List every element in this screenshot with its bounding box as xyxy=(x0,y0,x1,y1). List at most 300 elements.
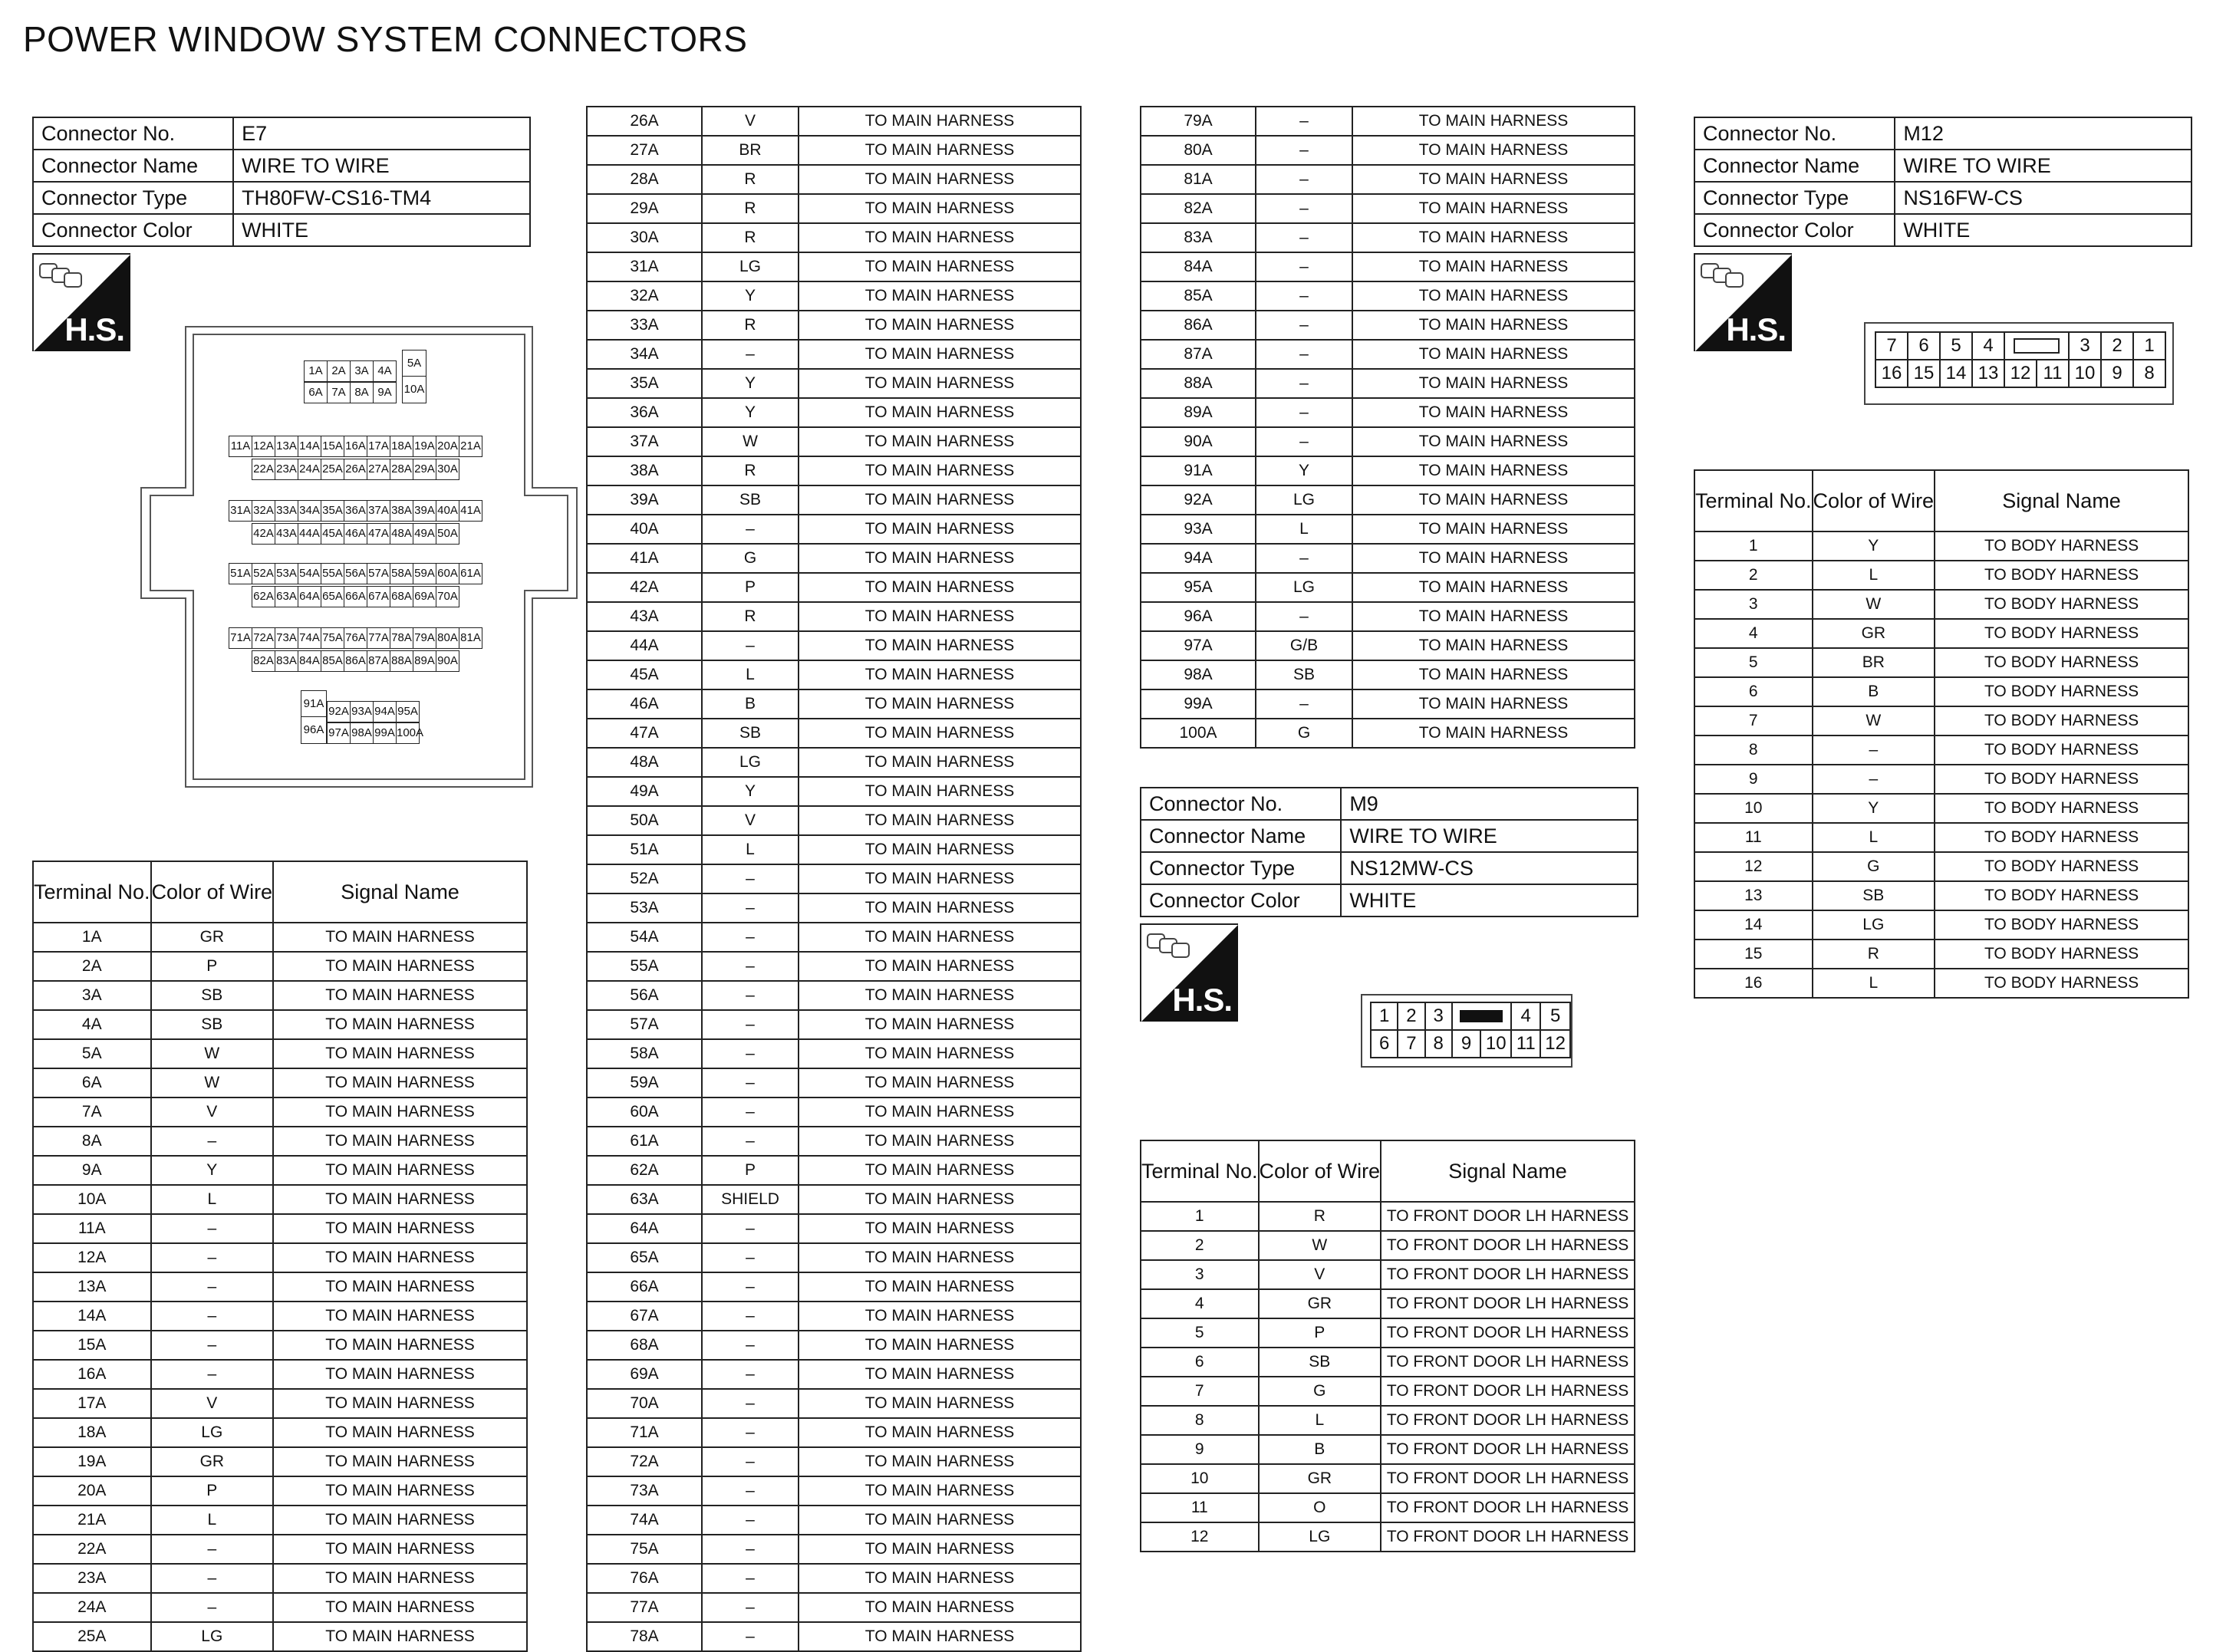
wire-color-cell: SB xyxy=(1256,660,1352,689)
terminal-no-cell: 45A xyxy=(587,660,702,689)
terminal-no-cell: 78A xyxy=(587,1622,702,1651)
wire-color-cell: – xyxy=(702,631,799,660)
wire-color-cell: – xyxy=(151,1593,274,1622)
wire-color-cell: G xyxy=(1256,719,1352,748)
signal-name-cell: TO MAIN HARNESS xyxy=(273,1535,527,1564)
e7-terminal-table-cont-2 xyxy=(1140,106,1635,749)
terminal-no-cell: 57A xyxy=(587,1010,702,1039)
wire-color-cell: Y xyxy=(151,1156,274,1185)
wire-color-cell: – xyxy=(702,1302,799,1331)
terminal-no-cell: 36A xyxy=(587,398,702,427)
signal-name-cell: TO MAIN HARNESS xyxy=(1352,223,1635,252)
wire-color-cell: R xyxy=(1813,940,1935,969)
m9-name: WIRE TO WIRE xyxy=(1341,820,1638,852)
signal-name-cell: TO BODY HARNESS xyxy=(1935,823,2188,852)
terminal-cell: 3A xyxy=(350,360,374,382)
signal-name-cell: TO MAIN HARNESS xyxy=(1352,456,1635,485)
pin-cell: 8 xyxy=(2133,360,2165,387)
terminal-no-cell: 71A xyxy=(587,1418,702,1447)
wire-color-cell: Y xyxy=(1256,456,1352,485)
signal-name-cell: TO MAIN HARNESS xyxy=(799,1535,1081,1564)
terminal-cell: 69A xyxy=(413,586,436,607)
signal-name-cell: TO MAIN HARNESS xyxy=(1352,631,1635,660)
signal-name-cell: TO MAIN HARNESS xyxy=(273,1185,527,1214)
terminal-cell: 95A xyxy=(396,701,420,722)
wire-color-cell: – xyxy=(702,1447,799,1476)
terminal-no-cell: 10 xyxy=(1141,1464,1259,1493)
table-row xyxy=(1141,1289,1635,1318)
signal-name-cell: TO MAIN HARNESS xyxy=(799,719,1081,748)
table-row xyxy=(587,398,1081,427)
label-connector-no: Connector No. xyxy=(1141,788,1341,820)
table-row xyxy=(587,485,1081,515)
terminal-no-cell: 61A xyxy=(587,1127,702,1156)
wire-color-cell: Y xyxy=(702,398,799,427)
table-row xyxy=(587,107,1081,136)
signal-name-cell: TO FRONT DOOR LH HARNESS xyxy=(1381,1289,1635,1318)
terminal-cell: 96A xyxy=(301,716,327,744)
terminal-cell: 74A xyxy=(298,627,321,649)
wire-color-cell: Y xyxy=(1813,794,1935,823)
terminal-no-cell: 12 xyxy=(1694,852,1813,881)
signal-name-cell: TO MAIN HARNESS xyxy=(799,1476,1081,1506)
signal-name-cell: TO MAIN HARNESS xyxy=(799,515,1081,544)
terminal-no-cell: 80A xyxy=(1141,136,1256,165)
signal-name-cell: TO MAIN HARNESS xyxy=(799,1593,1081,1622)
terminal-no-cell: 82A xyxy=(1141,194,1256,223)
table-row xyxy=(1694,765,2188,794)
wire-color-cell: G xyxy=(1813,852,1935,881)
terminal-no-cell: 29A xyxy=(587,194,702,223)
wire-color-cell: GR xyxy=(151,1447,274,1476)
table-row xyxy=(587,1331,1081,1360)
table-row xyxy=(1694,823,2188,852)
wire-color-cell: P xyxy=(702,1156,799,1185)
terminal-cell: 19A xyxy=(413,436,436,457)
terminal-cell: 8A xyxy=(350,382,374,403)
table-row xyxy=(587,165,1081,194)
signal-name-cell: TO MAIN HARNESS xyxy=(799,398,1081,427)
terminal-no-cell: 4 xyxy=(1694,619,1813,648)
terminal-cell: 15A xyxy=(321,436,344,457)
terminal-no-cell: 54A xyxy=(587,923,702,952)
table-row xyxy=(587,1476,1081,1506)
terminal-no-cell: 23A xyxy=(33,1564,151,1593)
terminal-no-cell: 76A xyxy=(587,1564,702,1593)
pin-cell: 6 xyxy=(1908,332,1940,360)
wire-color-cell: L xyxy=(1259,1406,1381,1435)
e7-terminal-table xyxy=(32,861,528,1652)
wire-color-cell: – xyxy=(702,1389,799,1418)
terminal-cell: 49A xyxy=(413,523,436,545)
table-row xyxy=(33,1272,527,1302)
signal-name-cell: TO MAIN HARNESS xyxy=(799,427,1081,456)
terminal-no-cell: 25A xyxy=(33,1622,151,1651)
signal-name-cell: TO BODY HARNESS xyxy=(1935,677,2188,706)
table-row xyxy=(1141,223,1635,252)
signal-name-cell: TO MAIN HARNESS xyxy=(799,107,1081,136)
terminal-no-cell: 12 xyxy=(1141,1522,1259,1552)
e7-name: WIRE TO WIRE xyxy=(233,150,530,182)
signal-name-cell: TO MAIN HARNESS xyxy=(1352,719,1635,748)
header-terminal-no: Terminal No. xyxy=(1694,470,1813,531)
signal-name-cell: TO MAIN HARNESS xyxy=(273,1360,527,1389)
table-row xyxy=(1694,531,2188,561)
wire-color-cell: – xyxy=(1256,398,1352,427)
table-row xyxy=(33,1622,527,1651)
terminal-no-cell: 6A xyxy=(33,1068,151,1097)
signal-name-cell: TO MAIN HARNESS xyxy=(273,1593,527,1622)
terminal-no-cell: 63A xyxy=(587,1185,702,1214)
table-row xyxy=(587,1564,1081,1593)
table-row xyxy=(1141,252,1635,281)
label-connector-color: Connector Color xyxy=(33,214,233,246)
table-row xyxy=(33,1593,527,1622)
terminal-cell: 84A xyxy=(298,650,321,672)
table-row xyxy=(1141,1231,1635,1260)
table-row xyxy=(1141,602,1635,631)
signal-name-cell: TO MAIN HARNESS xyxy=(1352,660,1635,689)
terminal-no-cell: 34A xyxy=(587,340,702,369)
m9-type: NS12MW-CS xyxy=(1341,852,1638,884)
table-row xyxy=(1694,619,2188,648)
wire-color-cell: – xyxy=(151,1564,274,1593)
terminal-no-cell: 22A xyxy=(33,1535,151,1564)
signal-name-cell: TO MAIN HARNESS xyxy=(799,1302,1081,1331)
table-row xyxy=(1141,1435,1635,1464)
terminal-no-cell: 15 xyxy=(1694,940,1813,969)
terminal-no-cell: 21A xyxy=(33,1506,151,1535)
terminal-no-cell: 83A xyxy=(1141,223,1256,252)
terminal-cell: 51A xyxy=(229,563,252,584)
table-row xyxy=(1141,456,1635,485)
terminal-no-cell: 69A xyxy=(587,1360,702,1389)
wire-color-cell: – xyxy=(702,1243,799,1272)
terminal-cell: 32A xyxy=(252,500,275,522)
table-row xyxy=(587,1156,1081,1185)
table-row xyxy=(587,952,1081,981)
terminal-cell: 94A xyxy=(373,701,397,722)
wire-color-cell: – xyxy=(151,1302,274,1331)
signal-name-cell: TO MAIN HARNESS xyxy=(273,923,527,952)
terminal-no-cell: 1 xyxy=(1694,531,1813,561)
table-row xyxy=(587,1127,1081,1156)
pin-cell: 4 xyxy=(1972,332,2004,360)
terminal-cell: 86A xyxy=(344,650,367,672)
terminal-cell: 78A xyxy=(390,627,413,649)
label-connector-name: Connector Name xyxy=(1694,150,1895,182)
wire-color-cell: B xyxy=(1259,1435,1381,1464)
table-row xyxy=(33,1185,527,1214)
table-row xyxy=(587,719,1081,748)
pin-cell: 5 xyxy=(1540,1002,1570,1030)
terminal-cell: 1A xyxy=(304,360,328,382)
signal-name-cell: TO MAIN HARNESS xyxy=(273,1156,527,1185)
terminal-no-cell: 11 xyxy=(1141,1493,1259,1522)
wire-color-cell: W xyxy=(151,1068,274,1097)
table-row xyxy=(33,1389,527,1418)
hs-icon xyxy=(1694,253,1792,351)
table-row xyxy=(587,1360,1081,1389)
table-row xyxy=(33,1331,527,1360)
wire-color-cell: Y xyxy=(702,777,799,806)
terminal-cell: 34A xyxy=(298,500,321,522)
terminal-no-cell: 65A xyxy=(587,1243,702,1272)
terminal-cell: 58A xyxy=(390,563,413,584)
terminal-cell: 82A xyxy=(252,650,275,672)
terminal-no-cell: 79A xyxy=(1141,107,1256,136)
terminal-cell: 85A xyxy=(321,650,344,672)
wire-color-cell: L xyxy=(1256,515,1352,544)
wire-color-cell: – xyxy=(702,1506,799,1535)
terminal-cell: 50A xyxy=(436,523,459,545)
terminal-cell: 64A xyxy=(298,586,321,607)
terminal-no-cell: 8 xyxy=(1141,1406,1259,1435)
wire-color-cell: – xyxy=(1256,689,1352,719)
terminal-cell: 29A xyxy=(413,459,436,480)
wire-color-cell: L xyxy=(1813,969,1935,998)
header-color-of-wire: Color of Wire xyxy=(1259,1140,1381,1202)
terminal-cell: 81A xyxy=(459,627,482,649)
wire-color-cell: – xyxy=(1256,165,1352,194)
wire-color-cell: LG xyxy=(1813,910,1935,940)
pin-cell: 1 xyxy=(2133,332,2165,360)
terminal-cell: 52A xyxy=(252,563,275,584)
terminal-no-cell: 72A xyxy=(587,1447,702,1476)
table-row xyxy=(33,1010,527,1039)
table-row xyxy=(33,923,527,952)
terminal-no-cell: 89A xyxy=(1141,398,1256,427)
table-row xyxy=(1141,719,1635,748)
terminal-cell: 43A xyxy=(275,523,298,545)
header-signal-name: Signal Name xyxy=(273,861,527,923)
terminal-cell: 11A xyxy=(229,436,252,457)
table-row xyxy=(1694,881,2188,910)
signal-name-cell: TO MAIN HARNESS xyxy=(273,952,527,981)
terminal-cell: 100A xyxy=(396,722,420,744)
terminal-cell: 47A xyxy=(367,523,390,545)
wire-color-cell: – xyxy=(1256,427,1352,456)
terminal-cell: 20A xyxy=(436,436,459,457)
table-row xyxy=(587,427,1081,456)
table-row xyxy=(587,340,1081,369)
table-row xyxy=(1694,706,2188,736)
wire-color-cell: B xyxy=(702,689,799,719)
wire-color-cell: – xyxy=(1256,544,1352,573)
table-row xyxy=(587,223,1081,252)
table-row xyxy=(33,1418,527,1447)
terminal-no-cell: 48A xyxy=(587,748,702,777)
wire-color-cell: R xyxy=(702,223,799,252)
terminal-cell: 70A xyxy=(436,586,459,607)
table-row xyxy=(33,1506,527,1535)
terminal-cell: 65A xyxy=(321,586,344,607)
table-row xyxy=(587,689,1081,719)
wire-color-cell: – xyxy=(151,1272,274,1302)
wire-color-cell: L xyxy=(702,660,799,689)
terminal-no-cell: 5 xyxy=(1694,648,1813,677)
terminal-no-cell: 84A xyxy=(1141,252,1256,281)
pin-cell: 9 xyxy=(2101,360,2133,387)
table-row xyxy=(587,136,1081,165)
terminal-no-cell: 40A xyxy=(587,515,702,544)
signal-name-cell: TO MAIN HARNESS xyxy=(799,952,1081,981)
signal-name-cell: TO MAIN HARNESS xyxy=(799,923,1081,952)
signal-name-cell: TO MAIN HARNESS xyxy=(1352,107,1635,136)
terminal-cell: 13A xyxy=(275,436,298,457)
terminal-cell: 59A xyxy=(413,563,436,584)
table-row xyxy=(587,981,1081,1010)
m9-pin-grid xyxy=(1370,1002,1571,1058)
signal-name-cell: TO MAIN HARNESS xyxy=(799,136,1081,165)
wire-color-cell: – xyxy=(151,1243,274,1272)
wire-color-cell: – xyxy=(702,1097,799,1127)
signal-name-cell: TO MAIN HARNESS xyxy=(799,252,1081,281)
terminal-no-cell: 95A xyxy=(1141,573,1256,602)
terminal-no-cell: 92A xyxy=(1141,485,1256,515)
table-row xyxy=(1141,1493,1635,1522)
wire-color-cell: BR xyxy=(1813,648,1935,677)
signal-name-cell: TO MAIN HARNESS xyxy=(799,1506,1081,1535)
terminal-no-cell: 51A xyxy=(587,835,702,864)
terminal-cell: 46A xyxy=(344,523,367,545)
terminal-cell: 99A xyxy=(373,722,397,744)
wire-color-cell: W xyxy=(1259,1231,1381,1260)
terminal-no-cell: 14 xyxy=(1694,910,1813,940)
pin-cell: 12 xyxy=(2004,360,2037,387)
signal-name-cell: TO MAIN HARNESS xyxy=(799,893,1081,923)
table-row xyxy=(33,1447,527,1476)
wire-color-cell: – xyxy=(702,1272,799,1302)
table-row xyxy=(1694,590,2188,619)
m9-connector-face xyxy=(1361,994,1572,1068)
signal-name-cell: TO MAIN HARNESS xyxy=(273,981,527,1010)
signal-name-cell: TO MAIN HARNESS xyxy=(799,1243,1081,1272)
wire-color-cell: W xyxy=(151,1039,274,1068)
terminal-cell: 67A xyxy=(367,586,390,607)
terminal-no-cell: 47A xyxy=(587,719,702,748)
m9-info-table xyxy=(1140,787,1638,917)
table-row xyxy=(587,1185,1081,1214)
wire-color-cell: R xyxy=(702,194,799,223)
label-connector-type: Connector Type xyxy=(33,182,233,214)
signal-name-cell: TO MAIN HARNESS xyxy=(273,1097,527,1127)
wire-color-cell: – xyxy=(702,1476,799,1506)
table-row xyxy=(1141,281,1635,311)
signal-name-cell: TO MAIN HARNESS xyxy=(799,835,1081,864)
table-row xyxy=(1141,107,1635,136)
terminal-no-cell: 1A xyxy=(33,923,151,952)
terminal-cell: 62A xyxy=(252,586,275,607)
wire-color-cell: – xyxy=(702,1535,799,1564)
terminal-no-cell: 2A xyxy=(33,952,151,981)
wire-color-cell: W xyxy=(702,427,799,456)
wire-color-cell: R xyxy=(1259,1202,1381,1231)
signal-name-cell: TO MAIN HARNESS xyxy=(799,485,1081,515)
terminal-cell: 38A xyxy=(390,500,413,522)
terminal-no-cell: 31A xyxy=(587,252,702,281)
terminal-no-cell: 50A xyxy=(587,806,702,835)
terminal-no-cell: 3 xyxy=(1141,1260,1259,1289)
signal-name-cell: TO BODY HARNESS xyxy=(1935,940,2188,969)
wire-color-cell: – xyxy=(1256,369,1352,398)
signal-name-cell: TO MAIN HARNESS xyxy=(799,544,1081,573)
signal-name-cell: TO FRONT DOOR LH HARNESS xyxy=(1381,1231,1635,1260)
pin-cell: 2 xyxy=(2101,332,2133,360)
terminal-no-cell: 99A xyxy=(1141,689,1256,719)
terminal-no-cell: 6 xyxy=(1141,1348,1259,1377)
signal-name-cell: TO MAIN HARNESS xyxy=(1352,281,1635,311)
terminal-cell: 56A xyxy=(344,563,367,584)
wire-color-cell: – xyxy=(702,1593,799,1622)
table-row xyxy=(33,1535,527,1564)
signal-name-cell: TO BODY HARNESS xyxy=(1935,706,2188,736)
terminal-cell: 24A xyxy=(298,459,321,480)
signal-name-cell: TO BODY HARNESS xyxy=(1935,590,2188,619)
wire-color-cell: L xyxy=(1813,561,1935,590)
signal-name-cell: TO MAIN HARNESS xyxy=(799,1185,1081,1214)
terminal-no-cell: 46A xyxy=(587,689,702,719)
table-row xyxy=(587,893,1081,923)
signal-name-cell: TO MAIN HARNESS xyxy=(1352,544,1635,573)
terminal-cell: 73A xyxy=(275,627,298,649)
wire-color-cell: SB xyxy=(702,719,799,748)
table-row xyxy=(587,777,1081,806)
terminal-no-cell: 87A xyxy=(1141,340,1256,369)
table-row xyxy=(1694,648,2188,677)
pin-cell: 7 xyxy=(1875,332,1908,360)
terminal-cell: 92A xyxy=(327,701,351,722)
terminal-cell: 31A xyxy=(229,500,252,522)
terminal-no-cell: 98A xyxy=(1141,660,1256,689)
terminal-no-cell: 24A xyxy=(33,1593,151,1622)
terminal-no-cell: 5A xyxy=(33,1039,151,1068)
terminal-no-cell: 67A xyxy=(587,1302,702,1331)
wire-color-cell: P xyxy=(151,952,274,981)
e7-color: WHITE xyxy=(233,214,530,246)
header-color-of-wire: Color of Wire xyxy=(151,861,274,923)
terminal-cell: 4A xyxy=(373,360,397,382)
terminal-no-cell: 37A xyxy=(587,427,702,456)
table-row xyxy=(33,1039,527,1068)
terminal-no-cell: 66A xyxy=(587,1272,702,1302)
signal-name-cell: TO MAIN HARNESS xyxy=(273,1564,527,1593)
terminal-no-cell: 56A xyxy=(587,981,702,1010)
wire-color-cell: – xyxy=(1256,194,1352,223)
table-row xyxy=(587,748,1081,777)
signal-name-cell: TO MAIN HARNESS xyxy=(1352,369,1635,398)
hs-label: H.S. xyxy=(1172,982,1232,1018)
wire-color-cell: – xyxy=(1256,107,1352,136)
terminal-no-cell: 26A xyxy=(587,107,702,136)
terminal-cell: 54A xyxy=(298,563,321,584)
terminal-cell: 2A xyxy=(327,360,351,382)
signal-name-cell: TO MAIN HARNESS xyxy=(799,748,1081,777)
signal-name-cell: TO FRONT DOOR LH HARNESS xyxy=(1381,1318,1635,1348)
signal-name-cell: TO MAIN HARNESS xyxy=(799,1418,1081,1447)
table-row xyxy=(1141,1406,1635,1435)
wire-color-cell: – xyxy=(702,1418,799,1447)
terminal-no-cell: 18A xyxy=(33,1418,151,1447)
table-row xyxy=(587,252,1081,281)
signal-name-cell: TO MAIN HARNESS xyxy=(273,1506,527,1535)
wire-color-cell: V xyxy=(1259,1260,1381,1289)
signal-name-cell: TO MAIN HARNESS xyxy=(799,194,1081,223)
m12-info-table xyxy=(1694,117,2192,247)
signal-name-cell: TO MAIN HARNESS xyxy=(1352,252,1635,281)
table-row xyxy=(1141,485,1635,515)
terminal-no-cell: 2 xyxy=(1694,561,1813,590)
